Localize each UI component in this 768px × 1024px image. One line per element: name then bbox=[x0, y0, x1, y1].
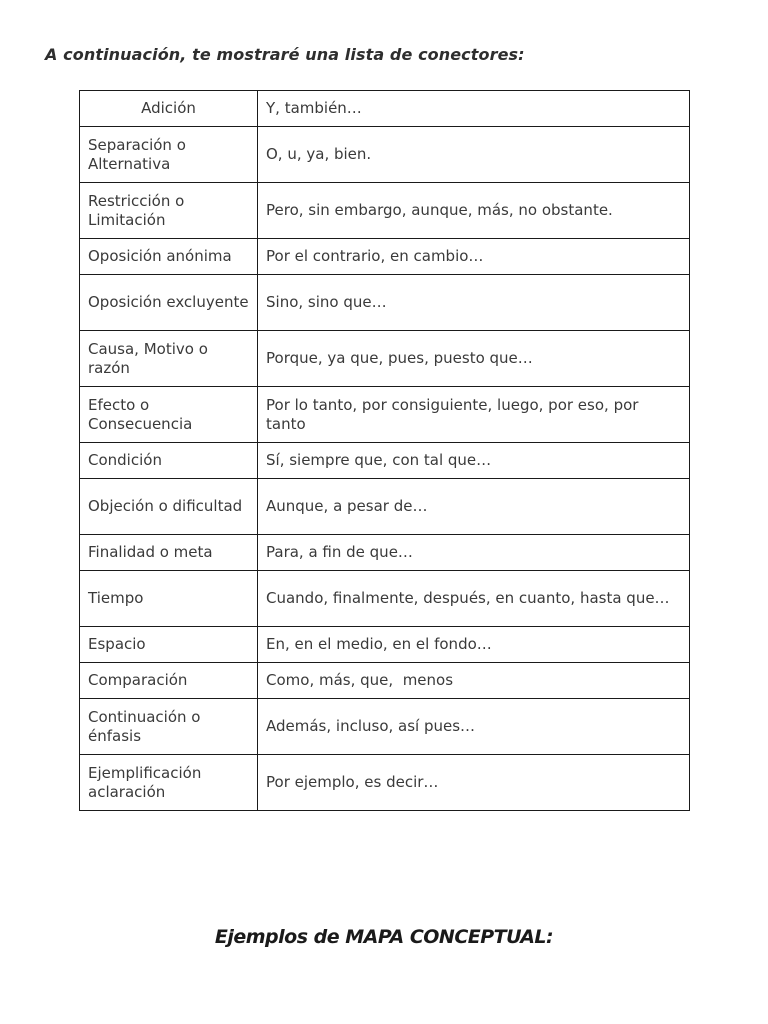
table-row bbox=[80, 535, 690, 571]
table-row bbox=[80, 755, 690, 811]
category-cell: Ejemplificación aclaración bbox=[80, 755, 258, 811]
category-cell: Comparación bbox=[80, 663, 258, 699]
examples-cell: Sí, siempre que, con tal que… bbox=[258, 443, 690, 479]
examples-cell: O, u, ya, bien. bbox=[258, 127, 690, 183]
table-row bbox=[80, 663, 690, 699]
examples-cell: Porque, ya que, pues, puesto que… bbox=[258, 331, 690, 387]
examples-cell: Para, a fin de que… bbox=[258, 535, 690, 571]
category-cell: Efecto o Consecuencia bbox=[80, 387, 258, 443]
table-row bbox=[80, 627, 690, 663]
examples-cell: En, en el medio, en el fondo… bbox=[258, 627, 690, 663]
category-cell: Causa, Motivo o razón bbox=[80, 331, 258, 387]
examples-cell: Sino, sino que… bbox=[258, 275, 690, 331]
category-cell: Adición bbox=[80, 91, 258, 127]
examples-cell: Pero, sin embargo, aunque, más, no obstante. bbox=[258, 183, 690, 239]
table-row bbox=[80, 183, 690, 239]
examples-cell: Además, incluso, así pues… bbox=[258, 699, 690, 755]
category-cell: Separación o Alternativa bbox=[80, 127, 258, 183]
examples-cell: Por ejemplo, es decir… bbox=[258, 755, 690, 811]
category-cell: Espacio bbox=[80, 627, 258, 663]
examples-cell: Cuando, finalmente, después, en cuanto, hasta que… bbox=[258, 571, 690, 627]
section-heading: Ejemplos de MAPA CONCEPTUAL: bbox=[214, 926, 554, 948]
table-row bbox=[80, 479, 690, 535]
category-cell: Continuación o énfasis bbox=[80, 699, 258, 755]
table-row bbox=[80, 387, 690, 443]
category-cell: Condición bbox=[80, 443, 258, 479]
table-row bbox=[80, 239, 690, 275]
table-row bbox=[80, 275, 690, 331]
connectors-table bbox=[79, 90, 690, 811]
table-row bbox=[80, 91, 690, 127]
table-row bbox=[80, 127, 690, 183]
category-cell: Tiempo bbox=[80, 571, 258, 627]
table-row bbox=[80, 571, 690, 627]
table-row bbox=[80, 443, 690, 479]
table-row bbox=[80, 699, 690, 755]
category-cell: Oposición anónima bbox=[80, 239, 258, 275]
examples-cell: Como, más, que, menos bbox=[258, 663, 690, 699]
category-cell: Objeción o dificultad bbox=[80, 479, 258, 535]
examples-cell: Por lo tanto, por consiguiente, luego, por eso, por tanto bbox=[258, 387, 690, 443]
examples-cell: Y, también… bbox=[258, 91, 690, 127]
category-cell: Finalidad o meta bbox=[80, 535, 258, 571]
category-cell: Oposición excluyente bbox=[80, 275, 258, 331]
table-row bbox=[80, 331, 690, 387]
examples-cell: Por el contrario, en cambio… bbox=[258, 239, 690, 275]
examples-cell: Aunque, a pesar de… bbox=[258, 479, 690, 535]
category-cell: Restricción o Limitación bbox=[80, 183, 258, 239]
intro-heading: A continuación, te mostraré una lista de conectores: bbox=[45, 45, 525, 64]
